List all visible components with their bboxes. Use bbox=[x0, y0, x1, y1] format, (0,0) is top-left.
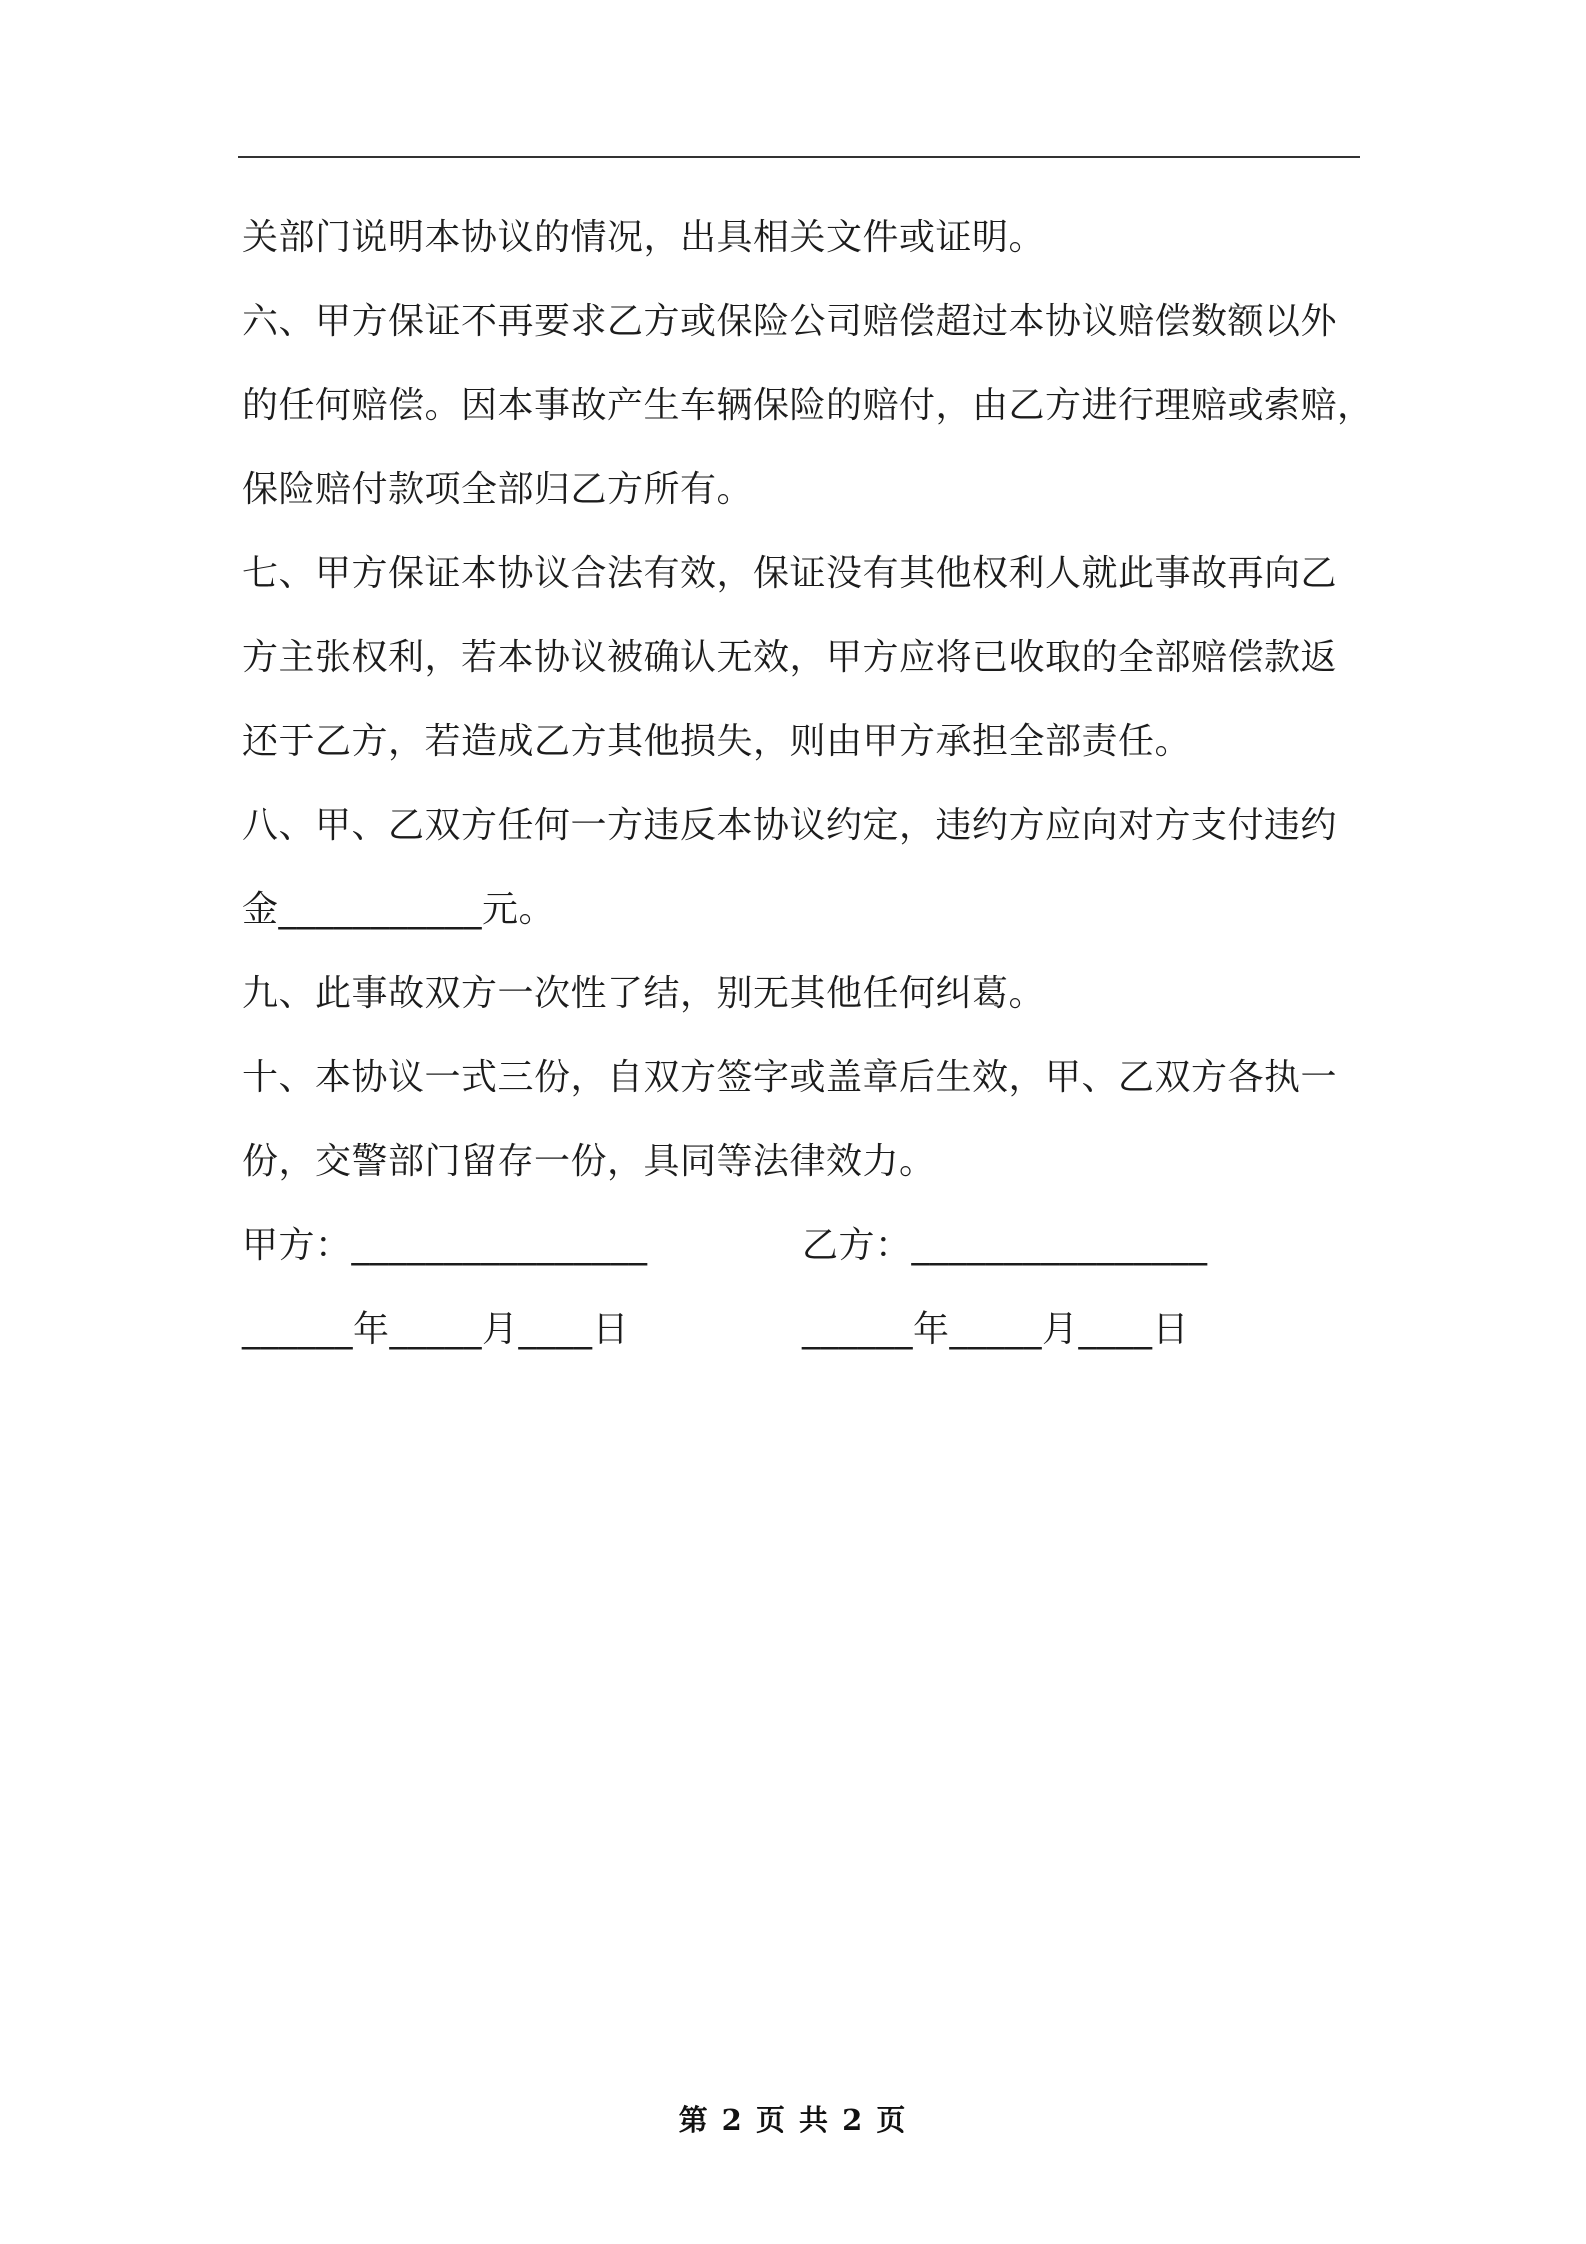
header-rule bbox=[238, 156, 1360, 158]
date-row bbox=[242, 1288, 1362, 1372]
clause-10-line-1: 十、本协议一式三份，自双方签字或盖章后生效，甲、乙双方各执一 bbox=[242, 1057, 1338, 1098]
clause-6-line-1: 六、甲方保证不再要求乙方或保险公司赔偿超过本协议赔偿数额以外 bbox=[242, 301, 1338, 342]
clause-10-line-2: 份，交警部门留存一份，具同等法律效力。 bbox=[242, 1141, 936, 1182]
clause-6-line-3: 保险赔付款项全部归乙方所有。 bbox=[242, 469, 754, 510]
party-b-signature: 乙方：________________ bbox=[802, 1225, 1208, 1266]
clause-7-line-3: 还于乙方，若造成乙方其他损失，则由甲方承担全部责任。 bbox=[242, 721, 1192, 762]
clause-9: 九、此事故双方一次性了结，别无其他任何纠葛。 bbox=[242, 973, 1046, 1014]
clause-6-line-2: 的任何赔偿。因本事故产生车辆保险的赔付，由乙方进行理赔或索赔， bbox=[242, 385, 1374, 426]
clause-5-continuation: 关部门说明本协议的情况，出具相关文件或证明。 bbox=[242, 217, 1046, 258]
document-body bbox=[242, 196, 1374, 1372]
clause-7-line-2: 方主张权利，若本协议被确认无效，甲方应将已收取的全部赔偿款返 bbox=[242, 637, 1338, 678]
page-number: 第 2 页 共 2 页 bbox=[678, 2103, 908, 2137]
clause-7-line-1: 七、甲方保证本协议合法有效，保证没有其他权利人就此事故再向乙 bbox=[242, 553, 1338, 594]
signature-row bbox=[242, 1204, 1362, 1288]
party-a-date: ______年_____月____日 bbox=[242, 1309, 630, 1350]
clause-8-line-2: 金___________元。 bbox=[242, 889, 556, 930]
party-b-date: ______年_____月____日 bbox=[802, 1309, 1190, 1350]
clause-8-line-1: 八、甲、乙双方任何一方违反本协议约定，违约方应向对方支付违约 bbox=[242, 805, 1338, 846]
party-a-signature: 甲方：________________ bbox=[242, 1225, 648, 1266]
